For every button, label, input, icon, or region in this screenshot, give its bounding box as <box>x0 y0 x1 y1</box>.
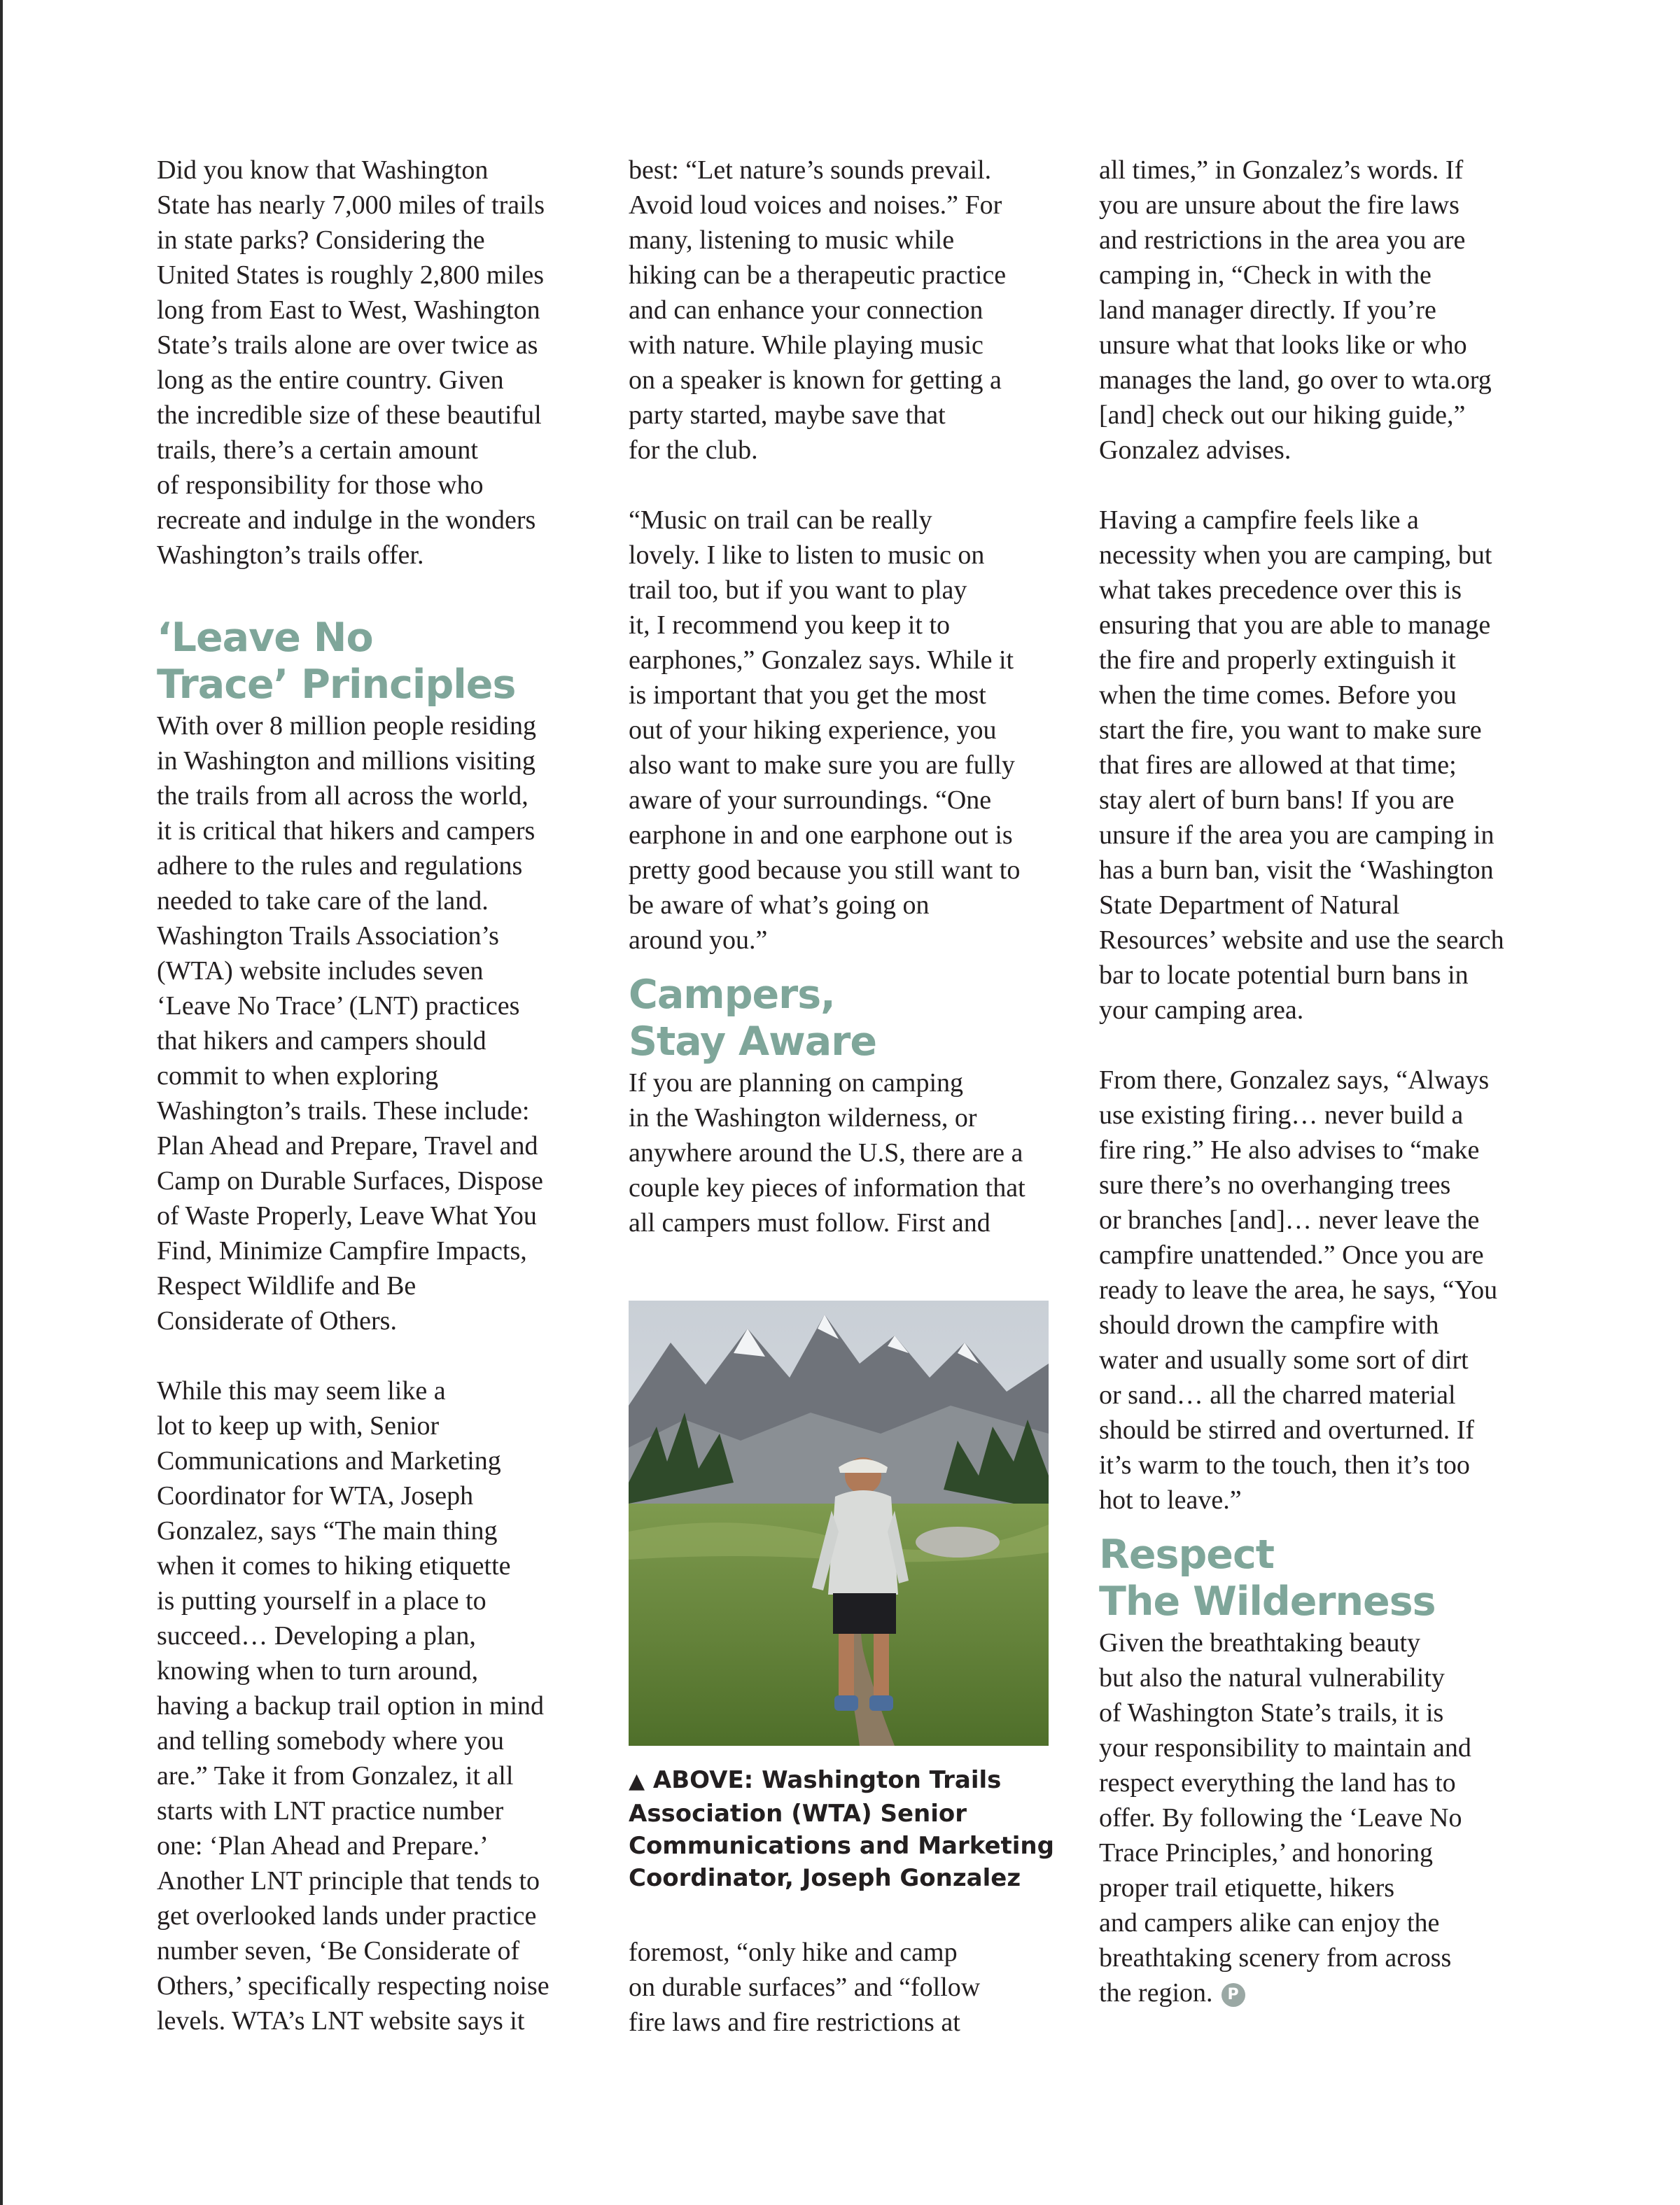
caption-lead: ABOVE: <box>652 1766 754 1794</box>
article-column-2 <box>629 153 1056 2040</box>
caption-triangle-icon: ▲ <box>629 1769 645 1793</box>
closing-text: Given the breathtaking beauty but also the natural vulnerability of Washington State’s trails, it is your responsibility to maintain and respect everything the land has to offer. By following the ‘Leave No Trace Principles,’ and honoring proper trail etiquette, hikers and campers alike can enjoy the breathtaking scenery from across the region. <box>1099 1628 1471 2008</box>
camping-paragraph: If you are planning on camping in the Washington wilderness, or anywhere around the U.S, there are a couple key pieces of information that all campers must follow. First and <box>629 1068 1026 1238</box>
end-of-article-icon: P <box>1222 1983 1245 2007</box>
lnt-paragraph: With over 8 million people residing in Washington and millions visiting the trails from all across the world, it is critical that hikers and campers adhere to the rules and regulations needed to take care of the land. Washington Trails Association’s (WTA) website includes seven ‘Leave No Trace’ (LNT) practices that hikers and campers should commit to when exploring Washington’s trails. These include: Plan Ahead and Prepare, Travel and Camp on Durable Surfaces, Dispose of Waste Properly, Leave What You Find, Minimize Campfire Impacts, Respect Wildlife and Be Considerate of Others. <box>157 711 543 1336</box>
fire-laws-paragraph: all times,” in Gonzalez’s words. If you are unsure about the fire laws and restrictions in the area you are camping in, “Check in with the land manager directly. If you’re unsure what that looks like or who manages the land, go over to wta.org [and] check out our hiking guide,” Gonzalez advises. <box>1099 155 1492 465</box>
caption-text: Washington Trails Association (WTA) Senior Communications and Marketing Coordinator, Joseph Gonzalez <box>629 1766 1054 1892</box>
intro-paragraph: Did you know that Washington State has nearly 7,000 miles of trails in state parks? Considering the United States is roughly 2,800 miles long from East to West, Washington State’s trails alone are over twice as long as the entire country. Given the incredible size of these beautiful trails, there’s a certain amount of responsibility for those who recreate and indulge in the wonders Washington’s trails offer. <box>157 155 545 570</box>
noise-paragraph: best: “Let nature’s sounds prevail. Avoid loud voices and noises.” For many, listening to music while hiking can be a therapeutic practice and can enhance your connection with nature. While playing music on a speaker is known for getting a party started, maybe save that for the club. <box>629 155 1007 465</box>
heading-leave-no-trace: ‘Leave No Trace’ Principles <box>157 615 516 708</box>
durable-surfaces-paragraph: foremost, “only hike and camp on durable surfaces” and “follow fire laws and fire restrictions at <box>629 1938 981 2037</box>
heading-campers-stay-aware: Campers, Stay Aware <box>629 972 877 1065</box>
heading-respect-wilderness: Respect The Wilderness <box>1099 1532 1436 1625</box>
extinguish-paragraph: From there, Gonzalez says, “Always use existing firing… never build a fire ring.” He also advises to “make sure there’s no overhanging trees or branches [and]… never leave the campfire unattended.” Once you are ready to leave the area, he says, “You should drown the campfire with water and usually some sort of dirt or sand… all the charred material should be stirred and overturned. If it’s warm to the touch, then it’s too hot to leave.” <box>1099 1065 1498 1515</box>
article-column-3 <box>1099 153 1526 2010</box>
page-edge-rule <box>0 0 3 2205</box>
hiker-photo <box>629 1301 1049 1746</box>
closing-paragraph <box>1099 1625 1526 2010</box>
music-paragraph: “Music on trail can be really lovely. I like to listen to music on trail too, but if you want to play it, I recommend you keep it to earphones,” Gonzalez says. While it is important that you get the most out of your hiking experience, you also want to make sure you are fully aware of your surroundings. “One earphone in and one earphone out is pretty good because you still want to be aware of what’s going on around you.” <box>629 505 1021 955</box>
article-column-1 <box>157 153 584 2038</box>
gonzalez-paragraph: While this may seem like a lot to keep up with, Senior Communications and Marketing Coordinator for WTA, Joseph Gonzalez, says “The main thing when it comes to hiking etiquette is putting yourself in a place to succeed… Developing a plan, knowing when to turn around, having a backup trail option in mind and telling somebody where you are.” Take it from Gonzalez, it all starts with LNT practice number one: ‘Plan Ahead and Prepare.’ Another LNT principle that tends to get overlooked lands under practice number seven, ‘Be Considerate of Others,’ specifically respecting noise levels. WTA’s LNT website says it <box>157 1376 550 2036</box>
photo-caption <box>629 1764 1056 1894</box>
campfire-paragraph: Having a campfire feels like a necessity when you are camping, but what takes precedence over this is ensuring that you are able to manage the fire and properly extinguish it when the time comes. Before you start the fire, you want to make sure that fires are allowed at that time; stay alert of burn bans! If you are unsure if the area you are camping in has a burn ban, visit the ‘Washington State Department of Natural Resources’ website and use the search bar to locate potential burn bans in your camping area. <box>1099 505 1504 1025</box>
